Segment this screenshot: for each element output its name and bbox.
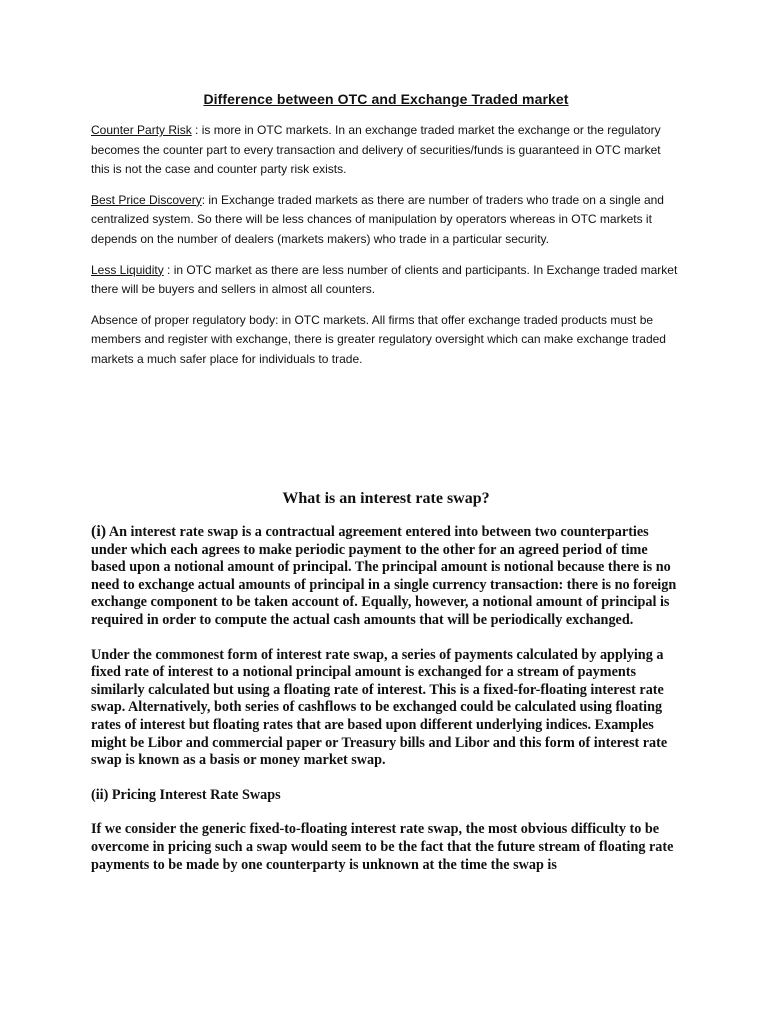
paragraph-text: An interest rate swap is a contractual agreement entered into between two counterparties under which each agrees to make periodic payment to the other for an agreed period of time based upon a notional amount of principal. The principal amount is notional because there is no need to exchange actual amounts of principal in a single currency transaction: there is no foreign exchange component to be taken account of. Equally, however, a notional amount of principal is required in order to compute the actual cash amounts that will be periodically exchanged. — [91, 524, 677, 628]
term-counter-party-risk: Counter Party Risk — [91, 123, 192, 137]
paragraph-text: Absence of proper regulatory body: in OTC markets. All firms that offer exchange traded products must be members and register with exchange, there is greater regulatory oversight which can make exchange traded markets a much safer place for individuals to trade. — [91, 312, 666, 366]
otc-vs-exchange-section — [91, 91, 681, 381]
paragraph-text: : in Exchange traded markets as there are number of traders who trade on a single and centralized system. So there will be less chances of manipulation by operators whereas in OTC markets it depends on the number of dealers (markets makers) who trade in a particular security. — [91, 192, 664, 246]
less-liquidity-paragraph — [91, 261, 681, 300]
interest-rate-swap-section — [91, 490, 681, 891]
term-best-price-discovery: Best Price Discovery — [91, 192, 202, 207]
generic-swap-paragraph: If we consider the generic fixed-to-floating interest rate swap, the most obvious difficulty to be overcome in pricing such a swap would seem to be the fact that the future stream of floating rate payments to be made by one counterparty is unknown at the time the swap is — [91, 821, 674, 873]
counter-party-risk-paragraph — [91, 121, 681, 180]
paragraph-number: (i) — [91, 523, 107, 540]
paragraph-text: : is more in OTC markets. In an exchange traded market the exchange or the regulatory becomes the counter part to every transaction and delivery of securities/funds is guaranteed in OTC market this is not the case and counter party risk exists. — [91, 123, 661, 177]
best-price-discovery-paragraph — [91, 191, 681, 250]
section2-title: What is an interest rate swap? — [282, 490, 490, 507]
regulatory-body-paragraph — [91, 311, 681, 370]
swap-definition-paragraph — [91, 523, 681, 630]
term-less-liquidity: Less Liquidity — [91, 262, 164, 277]
paragraph-text: : in OTC market as there are less number of clients and participants. In Exchange traded market there will be buyers and sellers in almost all counters. — [91, 262, 678, 297]
section1-title: Difference between OTC and Exchange Traded market — [203, 91, 569, 107]
pricing-heading: (ii) Pricing Interest Rate Swaps — [91, 786, 281, 803]
commonest-form-paragraph: Under the commonest form of interest rate swap, a series of payments calculated by applying a fixed rate of interest to a notional principal amount is exchanged for a stream of payments similarly calculated but using a floating rate of interest. This is a fixed-for-floating interest rate swap. Alternatively, both series of cashflows to be exchanged could be calculated using floating rates of interest but floating rates that are based upon different underlying indices. Examples might be Libor and commercial paper or Treasury bills and Libor and this form of interest rate swap is known as a basis or money market swap. — [91, 646, 668, 769]
